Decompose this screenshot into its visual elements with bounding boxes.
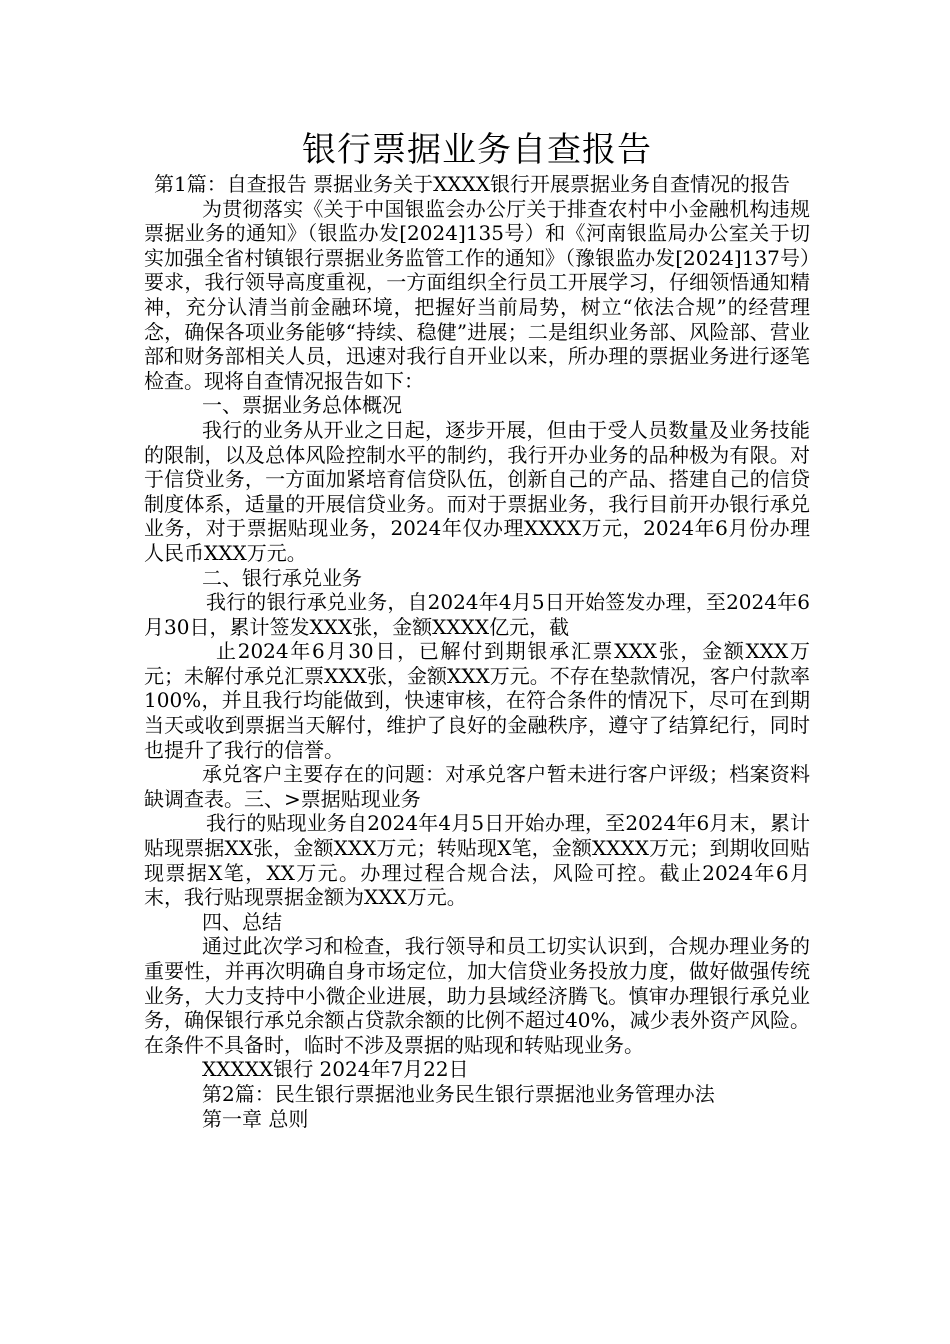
paragraph-chapter-1-heading: 第1篇：自查报告 票据业务关于XXXX银行开展票据业务自查情况的报告 [154,172,791,196]
signature-date-line: XXXXX银行 2024年7月22日 [202,1057,469,1082]
paragraph-acceptance-issues: 承兑客户主要存在的问题：对承兑客户暂未进行客户评级；档案资料缺调查表。三、>票据贴现业务 [144,762,810,811]
paragraph-overview: 我行的业务从开业之日起，逐步开展，但由于受人员数量及业务技能的限制，以及总体风险控制水平的制约，我行开办业务的品种极为有限。对于信贷业务，一方面加紧培育信贷队伍，创新自己的产品、搭建自己的信贷制度体系，适量的开展信贷业务。而对于票据业务，我行目前开办银行承兑业务，对于票据贴现业务，2024年仅办理XXXX万元，2024年6月份办理人民币XXX万元。 [144,417,810,565]
paragraph-intro: 为贯彻落实《关于中国银监会办公厅关于排查农村中小金融机构违规票据业务的通知》（银监办发[2024]135号）和《河南银监局办公室关于切实加强全省村镇银行票据业务监管工作的通知》（豫银监办发[2024]137号）要求，我行领导高度重视，一方面组织全行员工开展学习，仔细领悟通知精神，充分认清当前金融环境，把握好当前局势，树立“依法合规”的经营理念，确保各项业务能够“持续、稳健”进展；二是组织业务部、风险部、营业部和财务部相关人员，迅速对我行自开业以来，所办理的票据业务进行逐笔检查。现将自查情况报告如下： [144,196,810,393]
section-heading-summary: 四、总结 [202,909,282,934]
document-page [144,128,810,1131]
paragraph-acceptance-1: 我行的银行承兑业务，自2024年4月5日开始签发办理，至2024年6月30日，累计签发XXX张，金额XXXX亿元，截 [144,590,810,639]
paragraph-acceptance-2: 止2024年6月30日，已解付到期银承汇票XXX张，金额XXX万元；未解付承兑汇票XXX张，金额XXX万元。不存在垫款情况，客户付款率100%，并且我行均能做到，快速审核，在符合条件的情况下，尽可在到期当天或收到票据当天解付，维护了良好的金融秩序，遵守了结算纪行，同时也提升了我行的信誉。 [144,639,810,762]
paragraph-chapter-one-general: 第一章 总则 [202,1106,309,1131]
section-heading-acceptance: 二、银行承兑业务 [202,565,362,590]
paragraph-chapter-2-heading: 第2篇：民生银行票据池业务民生银行票据池业务管理办法 [202,1081,715,1106]
document-title: 银行票据业务自查报告 [302,130,652,170]
paragraph-summary: 通过此次学习和检查，我行领导和员工切实认识到，合规办理业务的重要性，并再次明确自身市场定位，加大信贷业务投放力度，做好做强传统业务，大力支持中小微企业进展，助力县域经济腾飞。慎审办理银行承兑业务，确保银行承兑余额占贷款余额的比例不超过40%，减少表外资产风险。在条件不具备时，临时不涉及票据的贴现和转贴现业务。 [144,934,810,1057]
paragraph-discount: 我行的贴现业务自2024年4月5日开始办理，至2024年6月末，累计贴现票据XX张，金额XXX万元；转贴现X笔，金额XXXX万元；到期收回贴现票据X笔，XX万元。办理过程合规合法，风险可控。截止2024年6月末，我行贴现票据金额为XXX万元。 [144,811,810,910]
section-heading-overview: 一、票据业务总体概况 [202,393,402,418]
